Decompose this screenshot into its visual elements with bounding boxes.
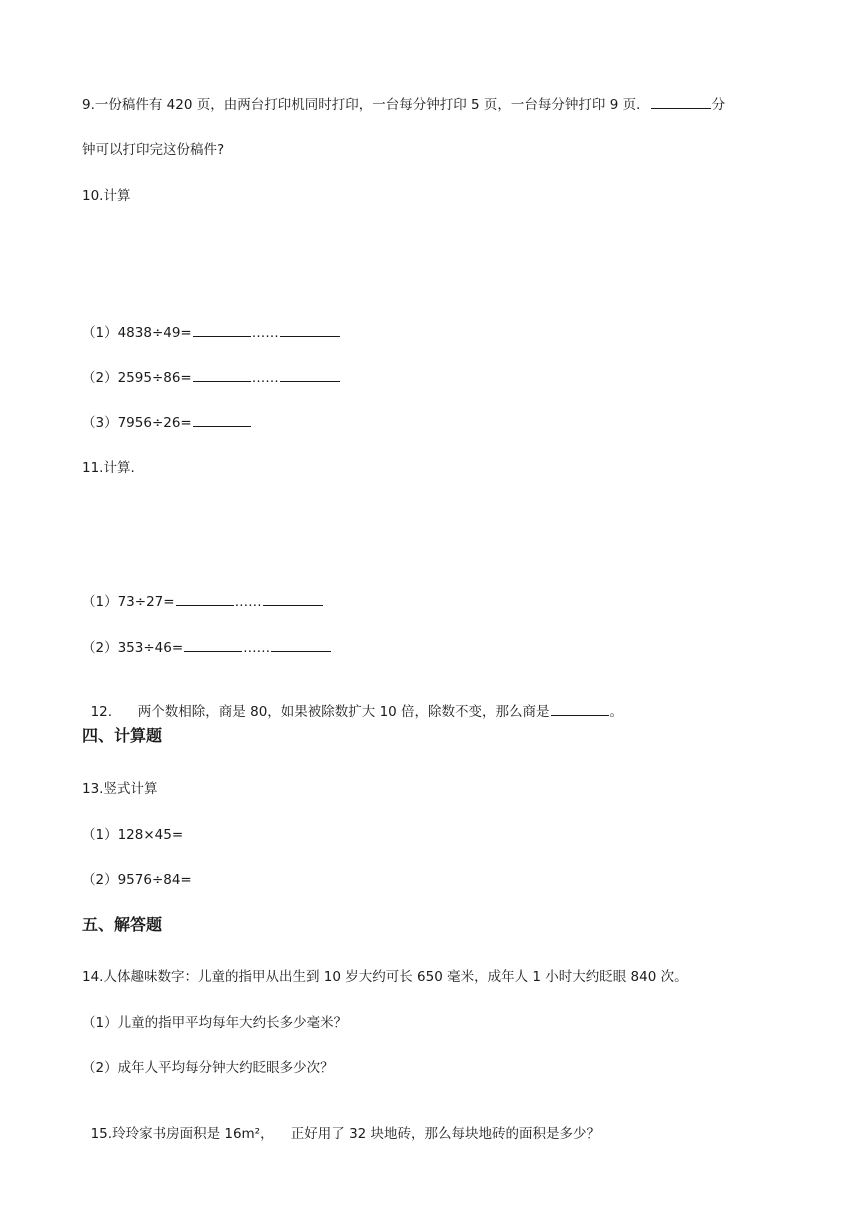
remainder-blank[interactable] [280, 367, 340, 382]
remainder-separator: …… [251, 370, 279, 386]
question-15-text-b: ， 正好用了 32 块地砖，那么每块地砖的面积是多少？ [260, 1126, 601, 1142]
question-15 [82, 1104, 600, 1144]
quotient-blank[interactable] [176, 591, 234, 606]
question-12-end: 。 [609, 704, 624, 720]
remainder-blank[interactable] [271, 637, 331, 652]
question-10-item-2 [82, 367, 341, 388]
remainder-separator: …… [234, 594, 262, 610]
question-13-title: 13.竖式计算 [82, 781, 158, 797]
section-5-heading: 五、解答题 [82, 915, 163, 934]
remainder-blank[interactable] [280, 322, 340, 337]
remainder-separator: …… [243, 640, 271, 656]
item-label: （2）2595÷86= [82, 370, 192, 386]
quotient-blank[interactable] [193, 322, 251, 337]
question-11-title: 11.计算. [82, 460, 135, 476]
quotient-blank[interactable] [184, 637, 242, 652]
remainder-blank[interactable] [263, 591, 323, 606]
quotient-blank[interactable] [193, 367, 251, 382]
question-9-unit: 分 [711, 97, 726, 113]
question-10-title: 10.计算 [82, 188, 131, 204]
question-12-text: 12. 两个数相除，商是 80，如果被除数扩大 10 倍，除数不变，那么商是 [90, 704, 550, 720]
quotient-blank[interactable] [193, 412, 251, 427]
answer-blank[interactable] [651, 94, 711, 109]
item-label: （1）4838÷49= [82, 325, 192, 341]
question-9-text: 9.一份稿件有 420 页，由两台打印机同时打印，一台每分钟打印 5 页，一台每分钟打印 9 页． [82, 97, 650, 113]
question-13-item-1: （1）128×45= [82, 827, 184, 843]
question-14-text: 14.人体趣味数字：儿童的指甲从出生到 10 岁大约可长 650 毫米，成年人 1 小时大约眨眼 840 次。 [82, 969, 688, 985]
question-10-item-1 [82, 322, 341, 343]
question-14-item-1: （1）儿童的指甲平均每年大约长多少毫米？ [82, 1015, 348, 1031]
question-14-item-2: （2）成年人平均每分钟大约眨眼多少次？ [82, 1060, 334, 1076]
section-4-heading: 四、计算题 [82, 726, 163, 745]
question-9-line-2: 钟可以打印完这份稿件? [82, 142, 225, 158]
question-10-item-3 [82, 412, 252, 433]
item-label: （1）73÷27= [82, 594, 175, 610]
answer-blank[interactable] [551, 701, 609, 716]
question-15-text-a: 15.玲玲家书房面积是 16m² [90, 1126, 261, 1142]
question-13-item-2: （2）9576÷84= [82, 872, 192, 888]
question-9-line-1 [82, 94, 725, 115]
item-label: （2）353÷46= [82, 640, 184, 656]
question-11-item-2 [82, 637, 332, 658]
question-12 [82, 681, 623, 722]
question-11-item-1 [82, 591, 324, 612]
item-label: （3）7956÷26= [82, 415, 192, 431]
remainder-separator: …… [251, 325, 279, 341]
